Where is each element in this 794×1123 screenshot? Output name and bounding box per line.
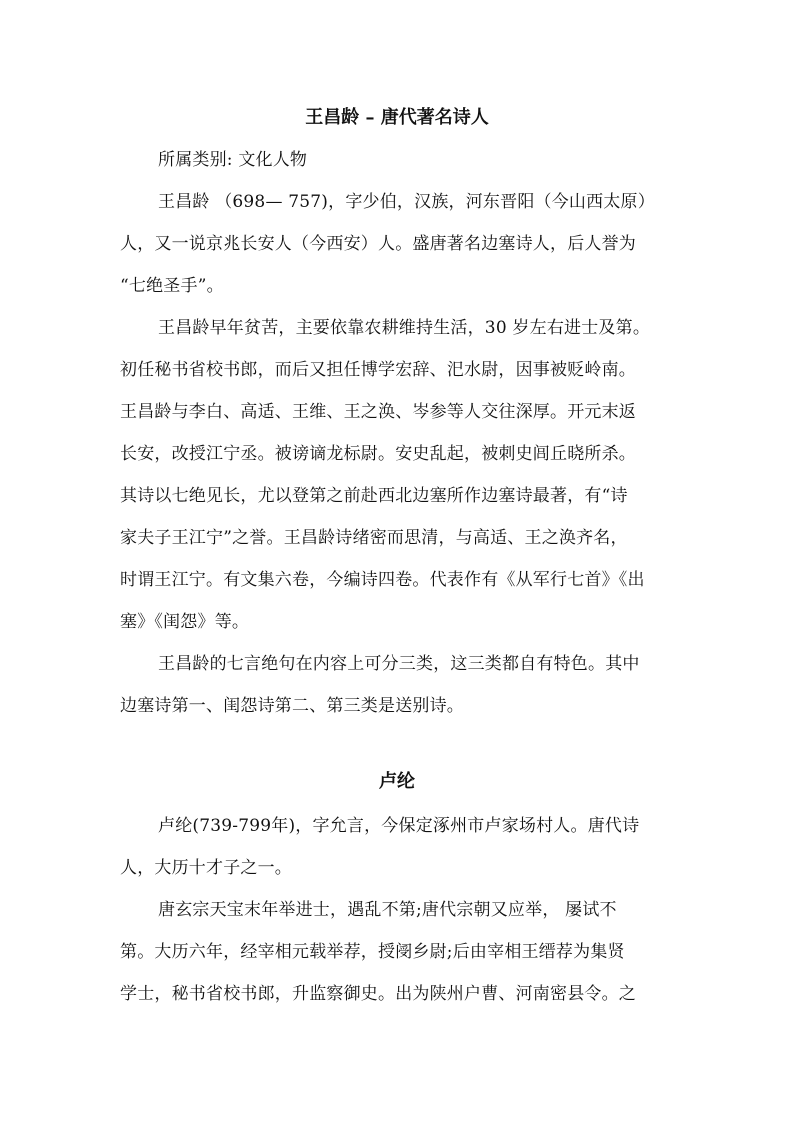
paragraph-line: 唐玄宗天宝末年举进士，遇乱不第;唐代宗朝又应举， 屡试不 <box>158 900 617 920</box>
paragraph-line: 第。大历六年，经宰相元载举荐，授阌乡尉;后由宰相王缙荐为集贤 <box>120 942 625 962</box>
paragraph-line: 边塞诗第一、闺怨诗第二、第三类是送别诗。 <box>120 696 464 716</box>
section-title-wang-changling: 王昌龄 – 唐代著名诗人 <box>305 107 489 128</box>
paragraph-line: 卢纶(739-799年)，字允言，今保定涿州市卢家场村人。唐代诗 <box>158 816 640 836</box>
paragraph-line: “七绝圣手”。 <box>120 276 224 296</box>
paragraph-line: 时谓王江宁。有文集六卷，今编诗四卷。代表作有《从军行七首》《出 <box>120 570 645 590</box>
paragraph-line: 人，大历十才子之一。 <box>120 858 292 878</box>
paragraph-line: 长安，改授江宁丞。被谤谪龙标尉。安史乱起，被刺史闾丘晓所杀。 <box>120 444 636 464</box>
paragraph-line: 王昌龄 （698— 757)，字少伯，汉族，河东晋阳（今山西太原） <box>158 192 655 212</box>
paragraph-line: 王昌龄的七言绝句在内容上可分三类，这三类都自有特色。其中 <box>158 654 640 674</box>
paragraph-line: 初任秘书省校书郎，而后又担任博学宏辞、汜水尉，因事被贬岭南。 <box>120 360 636 380</box>
section-title-lu-lun: 卢纶 <box>379 771 415 792</box>
paragraph-line: 人，又一说京兆长安人（今西安）人。盛唐著名边塞诗人，后人誉为 <box>120 234 636 254</box>
paragraph-line: 学士，秘书省校书郎，升监察御史。出为陕州户曹、河南密县令。之 <box>120 984 636 1004</box>
paragraph-line: 其诗以七绝见长，尤以登第之前赴西北边塞所作边塞诗最著，有“诗 <box>120 486 628 506</box>
paragraph-line: 家夫子王江宁”之誉。王昌龄诗绪密而思清，与高适、王之涣齐名， <box>120 528 628 548</box>
category-line: 所属类别: 文化人物 <box>158 150 308 170</box>
paragraph-line: 王昌龄早年贫苦，主要依靠农耕维持生活，30 岁左右进士及第。 <box>158 318 651 338</box>
paragraph-line: 王昌龄与李白、高适、王维、王之涣、岑参等人交往深厚。开元末返 <box>120 402 636 422</box>
paragraph-line: 塞》《闺怨》等。 <box>120 612 250 632</box>
